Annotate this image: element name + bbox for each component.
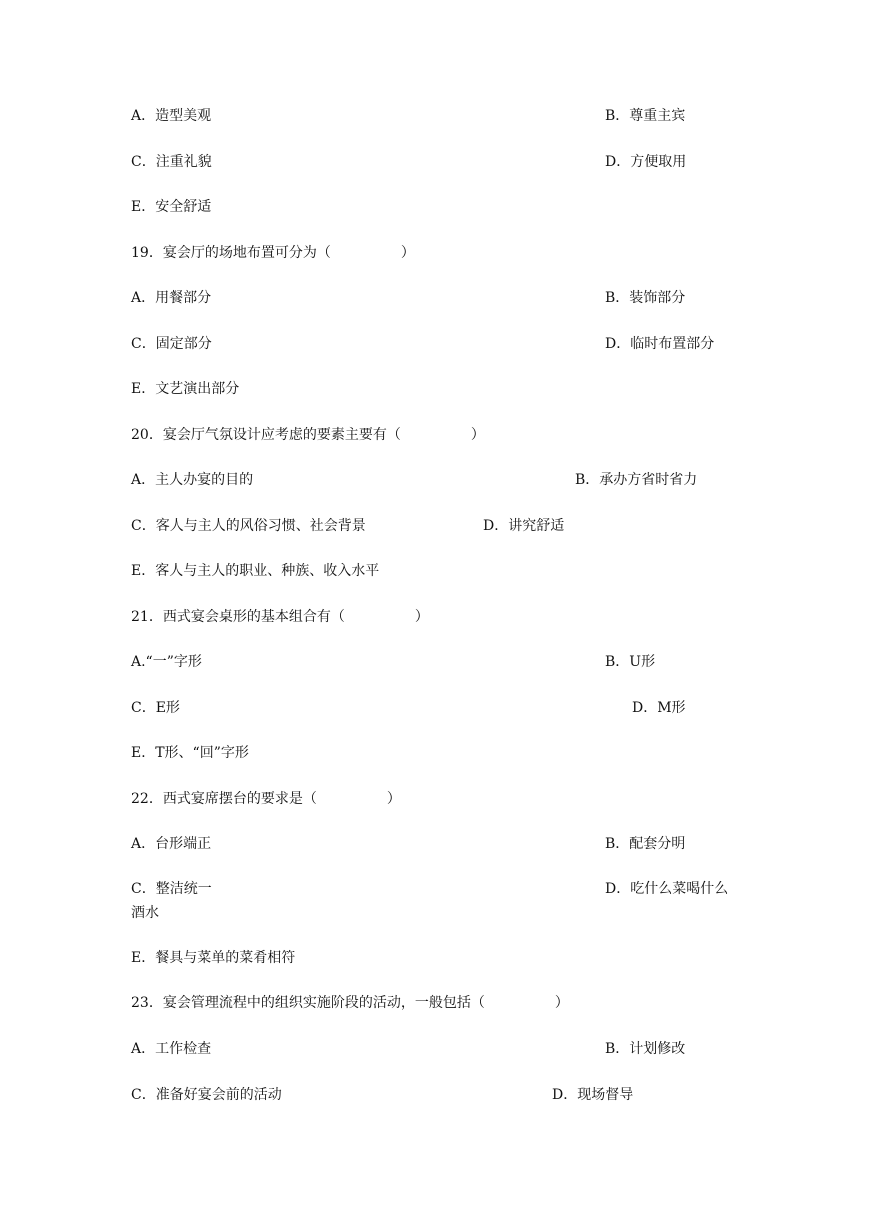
q20-option-c: C．客人与主人的风俗习惯、社会背景 [131, 518, 366, 534]
q22-option-d: D．吃什么菜喝什么 [605, 881, 729, 897]
q18-option-a: A．造型美观 [131, 108, 212, 124]
q20-option-e: E．客人与主人的职业、种族、收入水平 [131, 563, 380, 579]
q23-option-d: D．现场督导 [552, 1087, 634, 1103]
q21-option-b: B．U形 [605, 654, 656, 670]
q23-question: 23．宴会管理流程中的组织实施阶段的活动，一般包括（ ） [131, 995, 569, 1011]
q18-option-c: C．注重礼貌 [131, 154, 212, 170]
q19-question: 19．宴会厅的场地布置可分为（ ） [131, 245, 415, 261]
q19-option-e: E．文艺演出部分 [131, 381, 240, 397]
q20-option-a: A．主人办宴的目的 [131, 472, 254, 488]
q22-option-b: B．配套分明 [605, 836, 686, 852]
q18-option-d: D．方便取用 [605, 154, 687, 170]
q21-question: 21．西式宴会桌形的基本组合有（ ） [131, 609, 429, 625]
q21-option-e: E．T形、“回”字形 [131, 745, 249, 761]
q18-option-b: B．尊重主宾 [605, 108, 686, 124]
q20-option-d: D．讲究舒适 [483, 518, 565, 534]
q19-option-b: B．装饰部分 [605, 290, 686, 306]
q22-option-c: C．整洁统一 [131, 881, 212, 897]
q20-option-b: B．承办方省时省力 [575, 472, 698, 488]
q20-question: 20．宴会厅气氛设计应考虑的要素主要有（ ） [131, 427, 485, 443]
q23-option-a: A．工作检查 [131, 1041, 212, 1057]
q21-option-d: D．M形 [632, 700, 686, 716]
q23-option-b: B．计划修改 [605, 1041, 686, 1057]
q21-option-a: A.“一”字形 [131, 654, 202, 670]
q21-option-c: C．E形 [131, 700, 180, 716]
q22-option-a: A．台形端正 [131, 836, 212, 852]
q22-option-e: E．餐具与菜单的菜肴相符 [131, 950, 296, 966]
q22-question: 22．西式宴席摆台的要求是（ ） [131, 791, 401, 807]
q19-option-a: A．用餐部分 [131, 290, 212, 306]
q22-option-d-continued: 酒水 [131, 905, 159, 921]
q18-option-e: E．安全舒适 [131, 199, 212, 215]
q19-option-d: D．临时布置部分 [605, 336, 715, 352]
q23-option-c: C．准备好宴会前的活动 [131, 1087, 282, 1103]
q19-option-c: C．固定部分 [131, 336, 212, 352]
